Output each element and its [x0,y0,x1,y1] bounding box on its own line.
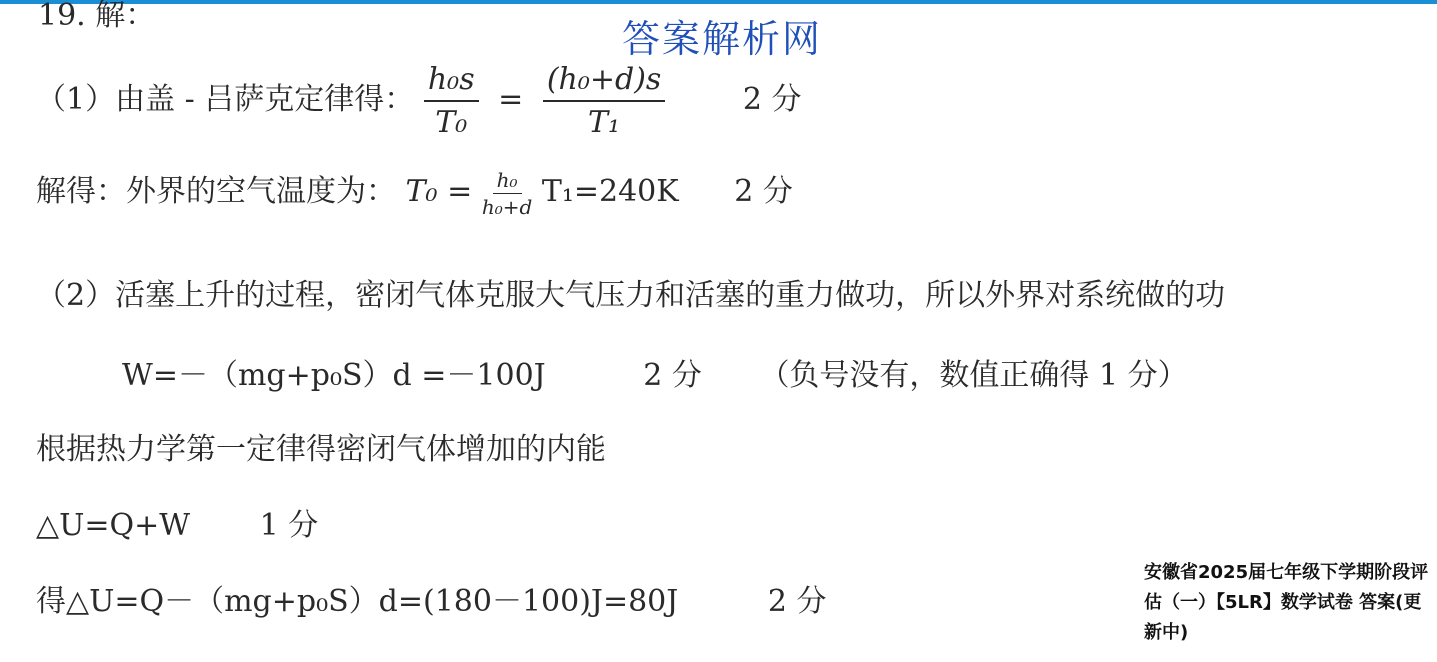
result1-denominator: h₀+d [481,194,533,219]
part1-rhs-denominator: T₁ [588,105,621,140]
part1-score: 2 分 [742,82,802,117]
part2-text: （2）活塞上升的过程，密闭气体克服大气压力和活塞的重力做功，所以外界对系统做的功 [36,278,1226,313]
promo-link-text[interactable]: 安徽省2025届七年级下学期阶段评估（一）【5LR】数学试卷 答案(更新中) [1144,562,1429,643]
du-score: 1 分 [259,508,319,543]
result1-numerator: h₀ [493,168,522,194]
final-equation-line [36,576,826,620]
du-equation-line [36,500,318,544]
part1-rhs-fraction [543,62,666,140]
du-expression: △U=Q+W [36,508,191,543]
work-score: 2 分 [643,358,702,393]
part1-prefix: （1）由盖 - 吕萨克定律得： [36,82,415,117]
result1-prefix: 解得：外界的空气温度为： [36,174,396,209]
part1-rhs-numerator: (h₀+d)s [543,62,666,102]
result1-fraction [482,168,532,219]
result1-score: 2 分 [734,174,793,209]
final-expression: 得△U=Q－（mg+p₀S）d=(180－100)J=80J [36,584,679,619]
site-watermark: 答案解析网 [622,17,823,61]
first-law-text: 根据热力学第一定律得密闭气体增加的内能 [36,432,606,467]
part1-lhs-fraction [424,62,479,140]
part1-lhs-denominator: T₀ [435,105,468,140]
result1-line [36,166,793,219]
part1-lhs-numerator: h₀s [424,62,479,102]
final-score: 2 分 [767,584,827,619]
part1-equals: = [498,82,524,117]
work-expression: W=－（mg+p₀S）d =－100J [122,358,546,393]
question-heading: 19. 解： [38,0,156,33]
part1-line [36,62,802,140]
top-accent-bar [0,0,1437,4]
result1-suffix: T₁=240K [541,174,679,209]
result1-lhs: T₀ = [405,174,473,209]
work-equation-line [122,350,1188,394]
work-note: （负号没有，数值正确得 1 分） [759,358,1188,393]
